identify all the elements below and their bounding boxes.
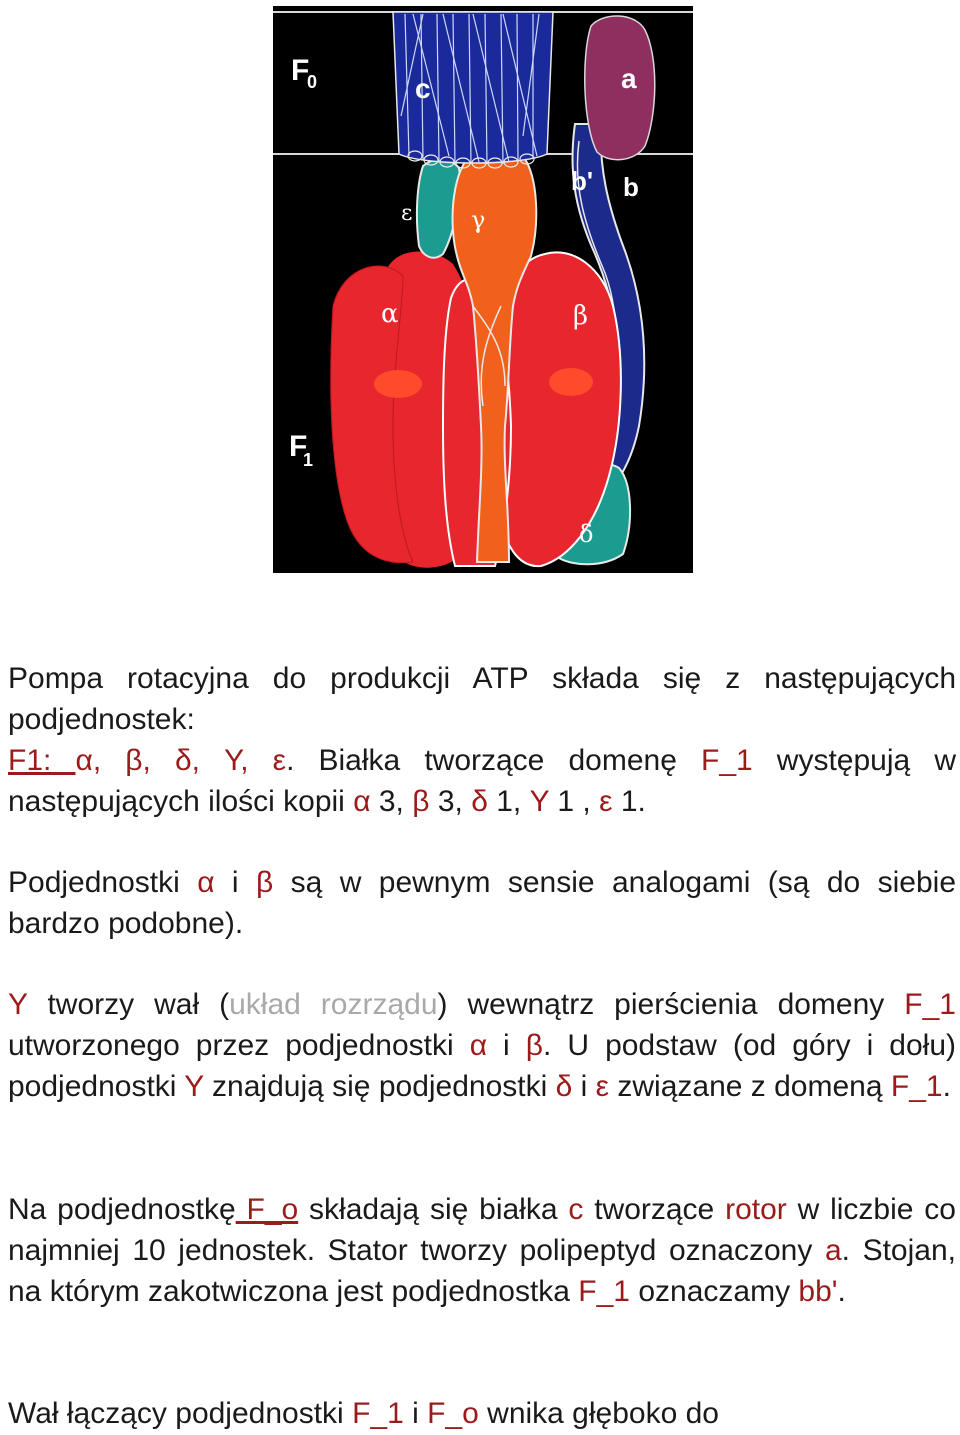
p1-beta: β (412, 785, 430, 818)
p2-alpha: α (197, 866, 215, 899)
p5-t1: Wał łączący podjednostki (8, 1397, 353, 1430)
p3-t6: znajdują się podjednostki (203, 1070, 556, 1103)
p3-t2: ) wewnątrz pierścienia domeny (437, 988, 905, 1021)
label-a: a (621, 63, 637, 94)
p4-t6: oznaczamy (630, 1275, 799, 1308)
paragraph-2 (8, 862, 956, 944)
label-b-prime: b' (571, 166, 594, 196)
p4-t7: . (837, 1275, 846, 1308)
atp-synthase-diagram (273, 6, 693, 573)
p1-alpha: α (353, 785, 371, 818)
label-beta: β (573, 301, 589, 331)
p3-beta: β (525, 1029, 544, 1062)
p4-f1: F_1 (578, 1275, 630, 1308)
label-f0: F (291, 54, 310, 87)
p1-epsilon: ε (599, 785, 613, 818)
label-gamma: γ (471, 206, 486, 234)
label-epsilon: ε (401, 201, 413, 226)
paragraph-1 (8, 658, 956, 822)
p3-t7: i (572, 1070, 596, 1103)
label-alpha: α (381, 299, 399, 329)
p4-a: a (824, 1234, 842, 1267)
p1-f1-label: F1: (8, 744, 76, 777)
p3-delta: δ (555, 1070, 573, 1103)
p3-alpha: α (469, 1029, 488, 1062)
paragraph-3 (8, 984, 956, 1107)
p4-t1: Na podjednostkę (8, 1193, 236, 1226)
label-f0-sub: 0 (307, 72, 318, 92)
p4-f-o: F_o (235, 1193, 299, 1226)
p1-alpha-count: 3, (370, 785, 413, 818)
p4-t5: . Stojan, na którym zakotwiczona jest podjednostka (8, 1234, 956, 1308)
p3-f1a: F_1 (904, 988, 956, 1021)
p3-t1: tworzy wał ( (27, 988, 230, 1021)
label-b: b (623, 172, 639, 202)
p4-bb: bb' (798, 1275, 838, 1308)
p2-start: Podjednostki (8, 866, 198, 899)
p1-gamma: Y (529, 785, 550, 818)
p3-gamma2: Y (184, 1070, 204, 1103)
p3-t5: . U podstaw (od góry i dołu) podjednostki (8, 1029, 956, 1103)
label-f1: F (289, 430, 308, 463)
alpha-spot (374, 370, 422, 398)
a-subunit-shape (585, 16, 655, 160)
p2-beta: β (255, 866, 274, 899)
p3-t4: i (487, 1029, 526, 1062)
p1-delta: δ (471, 785, 488, 818)
p1-line1: Pompa rotacyjna do produkcji ATP składa się z następujących podjednostek: (8, 662, 956, 736)
p4-t2: składają się białka (298, 1193, 569, 1226)
p4-t4: w liczbie co najmniej 10 jednostek. Stator tworzy polipeptyd oznaczony (8, 1193, 956, 1267)
p2-mid: i (214, 866, 256, 899)
p3-gamma: Y (8, 988, 28, 1021)
p3-t8: związane z domeną (609, 1070, 891, 1103)
label-f1-sub: 1 (303, 450, 314, 470)
label-c: c (415, 73, 431, 104)
p3-epsilon: ε (595, 1070, 610, 1103)
beta-spot (549, 368, 593, 396)
p4-t3: tworzące (583, 1193, 726, 1226)
p2-rest: są w pewnym sensie analogami (są do siebie bardzo podobne). (8, 866, 957, 940)
p1-gamma-count: 1 , (549, 785, 600, 818)
p1-f1-domain: F_1 (701, 744, 753, 777)
p3-gray: układ rozrządu (229, 988, 438, 1021)
p3-f1b: F_1 (890, 1070, 943, 1103)
p1-mid2: występują w następujących ilości kopii (8, 744, 956, 818)
p3-t3: utworzonego przez podjednostki (8, 1029, 470, 1062)
p1-beta-count: 3, (429, 785, 472, 818)
p5-f1: F_1 (352, 1397, 404, 1430)
p1-epsilon-count: 1. (612, 785, 646, 818)
p5-t2: i (403, 1397, 428, 1430)
p4-c: c (568, 1193, 584, 1226)
label-delta: δ (579, 520, 594, 548)
p5-f-o: F_o (427, 1397, 479, 1430)
paragraph-5 (8, 1393, 956, 1434)
paragraph-4 (8, 1189, 956, 1312)
p3-t9: . (942, 1070, 951, 1103)
p5-t3: wnika głęboko do (478, 1397, 719, 1430)
p1-delta-count: 1, (487, 785, 530, 818)
p4-rotor: rotor (725, 1193, 787, 1226)
p1-mid1: . Białka tworzące domenę (286, 744, 701, 777)
p1-f1-list: α, β, δ, Y, ε (75, 744, 287, 777)
